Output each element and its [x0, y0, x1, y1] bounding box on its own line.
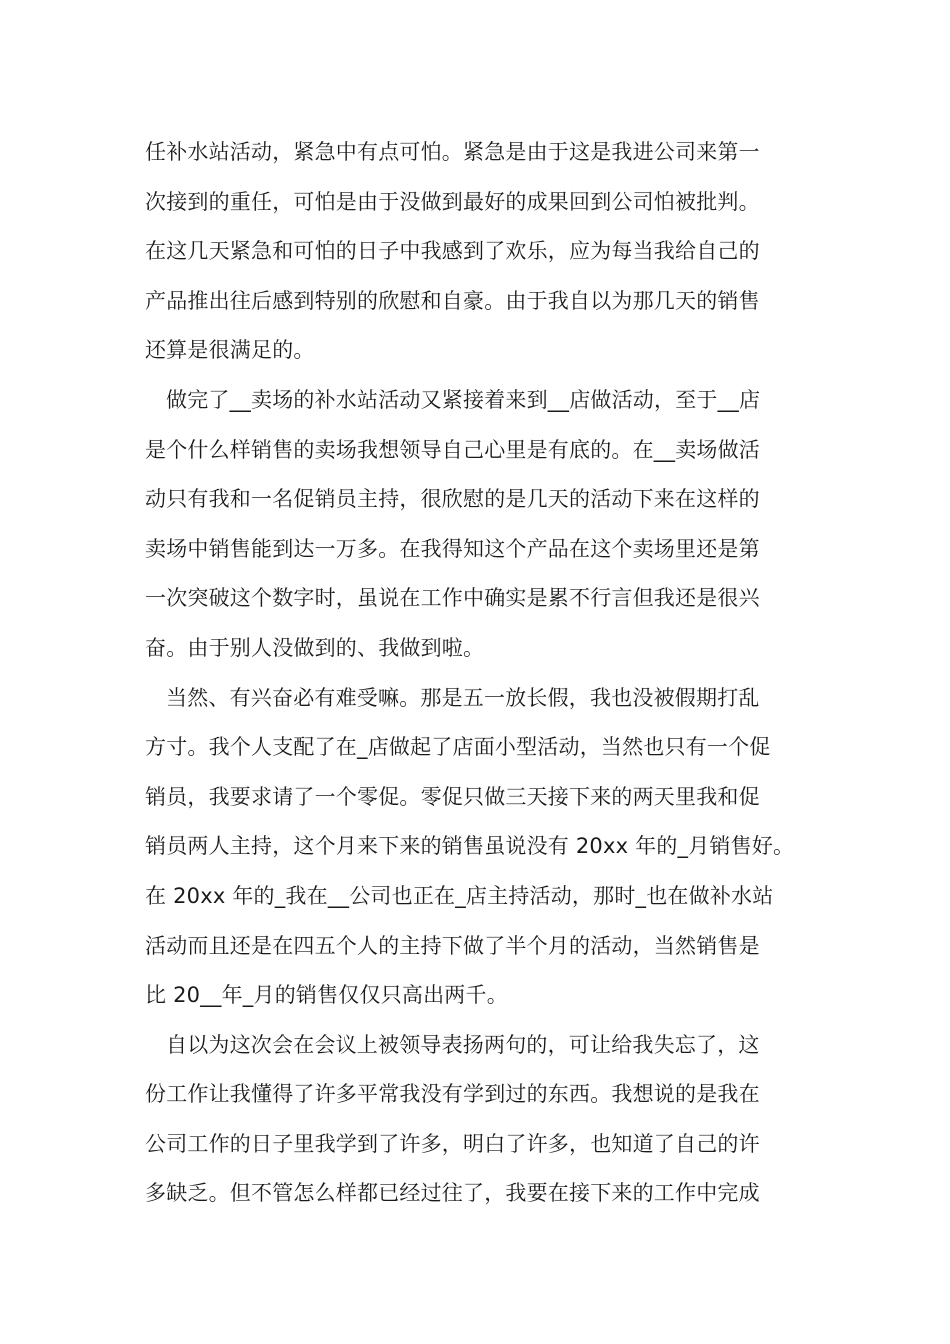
text-line: 方寸。我个人支配了在_店做起了店面小型活动，当然也只有一个促	[145, 735, 771, 760]
text-line: 一次突破这个数字时，虽说在工作中确实是累不行言但我还是很兴	[145, 586, 760, 611]
text-line: 奋。由于别人没做到的、我做到啦。	[145, 635, 485, 660]
text-line: 自以为这次会在会议上被领导表扬两句的，可让给我失忘了，这	[166, 1032, 760, 1057]
text-line: 产品推出往后感到特别的欣慰和自豪。由于我自以为那几天的销售	[145, 288, 760, 313]
text-line: 任补水站活动，紧急中有点可怕。紧急是由于这是我进公司来第一	[145, 140, 760, 164]
text-line: 销员，我要求请了一个零促。零促只做三天接下来的两天里我和促	[145, 784, 760, 809]
text-line: 销员两人主持，这个月来下来的销售虽说没有 20xx 年的_月销售好。	[145, 834, 795, 859]
text-line: 比 20__年_月的销售仅仅只高出两千。	[145, 983, 508, 1008]
text-line: 在这几天紧急和可怕的日子中我感到了欢乐，应为每当我给自己的	[145, 239, 760, 264]
text-line: 次接到的重任，可怕是由于没做到最好的成果回到公司怕被批判。	[145, 189, 760, 214]
text-line: 动只有我和一名促销员主持，很欣慰的是几天的活动下来在这样的	[145, 487, 760, 512]
document-body	[145, 128, 810, 1219]
text-line: 公司工作的日子里我学到了许多，明白了许多，也知道了自己的许	[145, 1131, 760, 1156]
text-line: 做完了__卖场的补水站活动又紧接着来到__店做活动，至于__店	[166, 387, 761, 412]
text-line: 还算是很满足的。	[145, 338, 315, 363]
text-line: 当然、有兴奋必有难受嘛。那是五一放长假，我也没被假期打乱	[166, 685, 760, 710]
text-line: 活动而且还是在四五个人的主持下做了半个月的活动，当然销售是	[145, 933, 760, 958]
text-line: 份工作让我懂得了许多平常我没有学到过的东西。我想说的是我在	[145, 1082, 760, 1107]
text-line: 是个什么样销售的卖场我想领导自己心里是有底的。在__卖场做活	[145, 437, 760, 462]
text-line: 多缺乏。但不管怎么样都已经过往了，我要在接下来的工作中完成	[145, 1181, 760, 1206]
text-line: 卖场中销售能到达一万多。在我得知这个产品在这个卖场里还是第	[145, 536, 760, 561]
text-line: 在 20xx 年的_我在__公司也正在_店主持活动，那时_也在做补水站	[145, 883, 774, 908]
